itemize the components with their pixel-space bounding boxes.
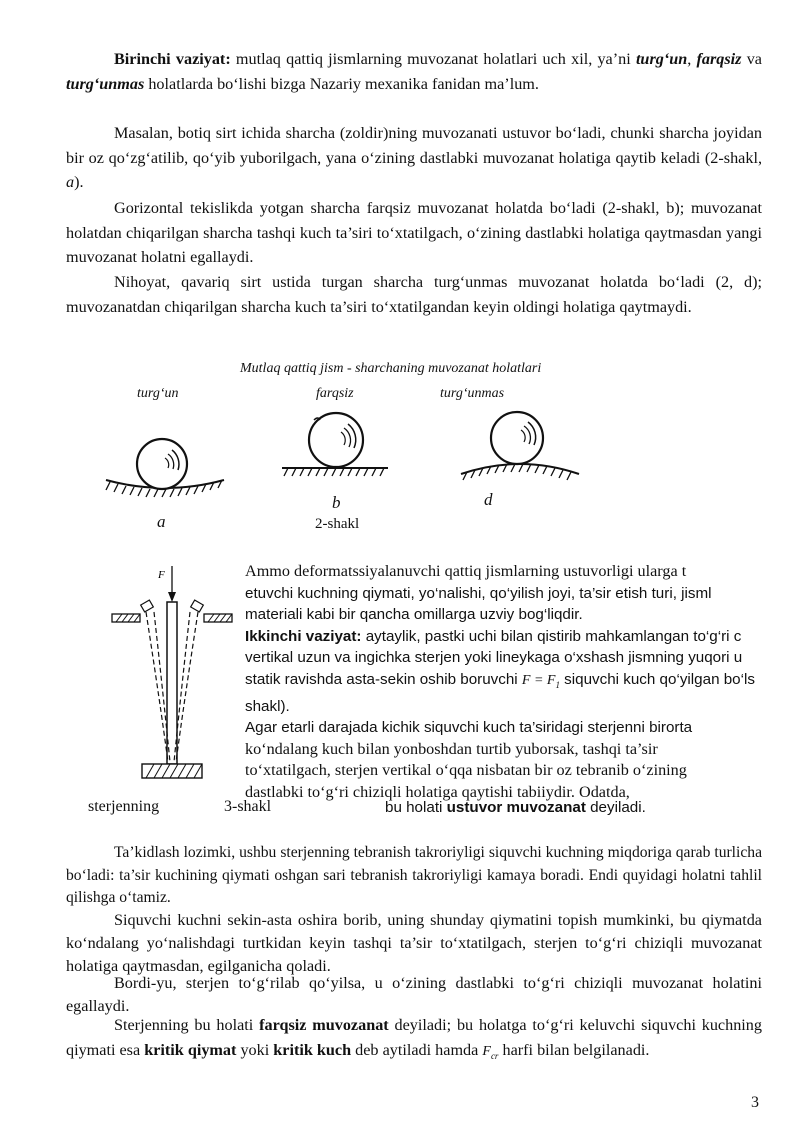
figure2-title: Mutlaq qattiq jism - sharchaning muvozanat holatlari — [240, 361, 542, 376]
figure2-ball-on-flat — [280, 410, 390, 490]
figure2-caption: 2-shakl — [315, 516, 360, 532]
label-sterjenning: sterjenning — [88, 798, 160, 815]
paragraph-4: Nihoyat, qavariq sirt ustida turgan sharcha turg‘unmas muvozanat holatda bo‘ladi (2, d); muvozanatdan chiqarilgan sharcha kuch ta’siri to‘xtatilgandan keyin oldingi holatiga qaytmaydi. — [66, 273, 762, 316]
symbol-f-cr: $F_{cr}$ — [482, 1044, 499, 1061]
letter-d: d — [484, 490, 493, 509]
lead-first-case: Birinchi vaziyat: — [114, 50, 231, 68]
paragraph-6: Siquvchi kuchni sekin-asta oshira borib, uning shunday qiymatini topish mumkinki, bu qiymatda ko‘ndalang yo‘nalishdagi turtkidan keyin tashqi ta’sir to‘xtatilgach, sterjen to‘g‘ri chiziqli muvozanat holatiga qaytmasdan, egilganicha qoladi. — [66, 911, 762, 975]
label-stable: turg‘un — [137, 386, 179, 401]
figure2-ball-in-concave — [100, 430, 230, 500]
paragraph-3: Gorizontal tekislikda yotgan sharcha farqsiz muvozanat holatda bo‘ladi (2-shakl, b); muvozanat holatdan chiqarilgan sharcha tashqi kuch ta’siri to‘xtatilgach, o‘zining dastlabki holatiga qaytmasdan yangi muvozanat holatni egallaydi. — [66, 199, 762, 266]
side-text: Ammo deformatssiyalanuvchi qattiq jismlarning ustuvorligi ularga t etuvchi kuchning qiymati, yo‘nalishi, qo‘yilish joyi, ta’sir etish turi, jisml materiali kabi bir qancha omillarga uzviy bog‘liqdir. Ikkinchi vaziyat: aytaylik, pastki uchi bilan qistirib mahkamlangan to‘g‘ri c vertikal uzun va ingichka sterjen yoki lineykaga o‘xshash jismning yuqori u statik ravishda asta-sekin oshib boruvchi $F = F_1$ siquvchi kuch qo‘yilgan bo‘ls shakl). Agar etarli darajada kichik siquvchi kuch ta’siridagi sterjenni birorta ko‘ndalang kuch bilan yonboshdan turtib yuborsak, tashqi ta’sir to‘xtatilgach, sterjen vertikal o‘qqa nisbatan bir oz tebranib o‘zining dastlabki to‘g‘ri chiziqli holatiga qaytishi tabiiydir. Odatda, — [245, 562, 755, 801]
letter-b: b — [332, 493, 341, 512]
figure3-column — [106, 562, 240, 788]
page-number: 3 — [751, 1094, 759, 1111]
label-unstable: turg‘unmas — [440, 386, 505, 401]
label-neutral: farqsiz — [316, 386, 354, 401]
side-last-line: bu holati ustuvor muvozanat deyiladi. — [385, 799, 646, 816]
letter-a: a — [157, 512, 166, 531]
paragraph-5: Ta’kidlash lozimki, ushbu sterjenning tebranish takroriyligi siquvchi kuchning miqdoriga qarab turlicha bo‘ladi: ta’sir kuchining qiymati oshgan sari tebranish takroriyligi kamaya boradi. Endi quyidagi holatni tahlil qilishga o‘tamiz. — [66, 844, 762, 906]
force-letter: F — [158, 569, 165, 581]
figure3-caption: 3-shakl — [224, 798, 272, 815]
paragraph-1: Birinchi vaziyat: mutlaq qattiq jismlarning muvozanat holatlari uch xil, ya’ni turg‘un, farqsiz va turg‘unmas holatlarda bo‘lishi bizga Nazariy mexanika fanidan ma’lum. — [66, 50, 762, 93]
paragraph-8: Sterjenning bu holati farqsiz muvozanat deyiladi; bu holatga to‘g‘ri keluvchi siquvchi kuchning qiymati esa kritik qiymat yoki kritik kuch deb aytiladi hamda $F_{cr}$ harfi bilan belgilanadi. — [66, 1016, 762, 1061]
formula-f-equals-f1: $F = F_1$ — [521, 672, 560, 690]
figure2-ball-on-convex — [455, 408, 585, 488]
paragraph-7: Bordi-yu, sterjen to‘g‘rilab qo‘yilsa, u o‘zining dastlabki to‘g‘ri chiziqli muvozanat holatini egallaydi. — [66, 974, 762, 1015]
lead-second-case: Ikkinchi vaziyat: — [245, 627, 362, 645]
paragraph-2: Masalan, botiq sirt ichida sharcha (zoldir)ning muvozanati ustuvor bo‘ladi, chunki sharcha joyidan bir oz qo‘zg‘atilib, qo‘yib yuborilgach, yana o‘zining dastlabki muvozanat holatiga qaytib keladi (2-shakl, a). — [66, 124, 762, 191]
